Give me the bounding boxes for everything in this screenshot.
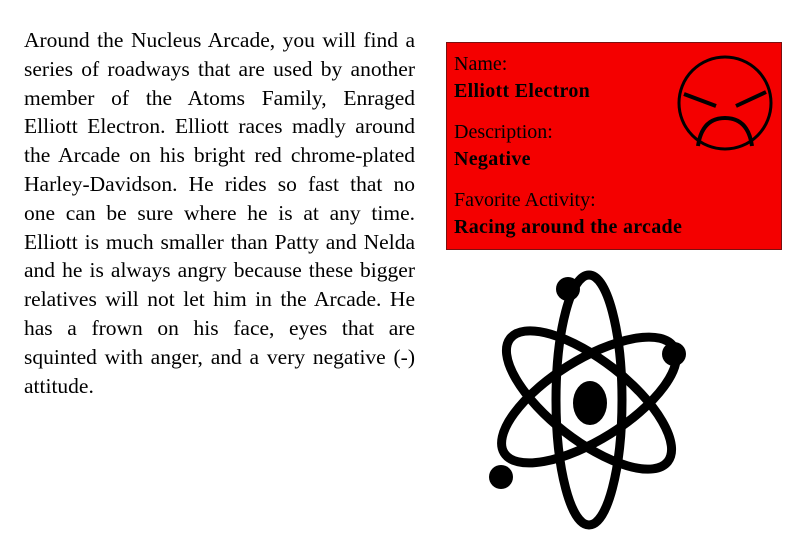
electron-top <box>556 277 580 301</box>
activity-value: Racing around the arcade <box>454 216 683 238</box>
angry-face-icon <box>676 54 774 152</box>
nucleus <box>573 381 607 425</box>
name-value: Elliott Electron <box>454 80 591 102</box>
description-label: Description: <box>454 121 553 143</box>
electron-right <box>662 342 686 366</box>
activity-label: Favorite Activity: <box>454 189 596 211</box>
electron-left <box>489 465 513 489</box>
story-paragraph: Around the Nucleus Arcade, you will find a series of roadways that are used by another member of the Atoms Family, Enraged Elliott Electron. Elliott races madly around the Arcade on his bright red chrome-plated Harley-Davidson. He rides so fast that no one can be sure where he is at any time. Elliott is much smaller than Patty and Nelda and he is always angry because these bigger relatives will not let him in the Arcade. He has a frown on his face, eyes that are squinted with anger, and a very negative (-) attitude. <box>24 28 415 398</box>
atom-icon <box>484 270 694 535</box>
name-label: Name: <box>454 53 508 75</box>
character-card <box>446 42 782 250</box>
description-value: Negative <box>454 148 531 170</box>
